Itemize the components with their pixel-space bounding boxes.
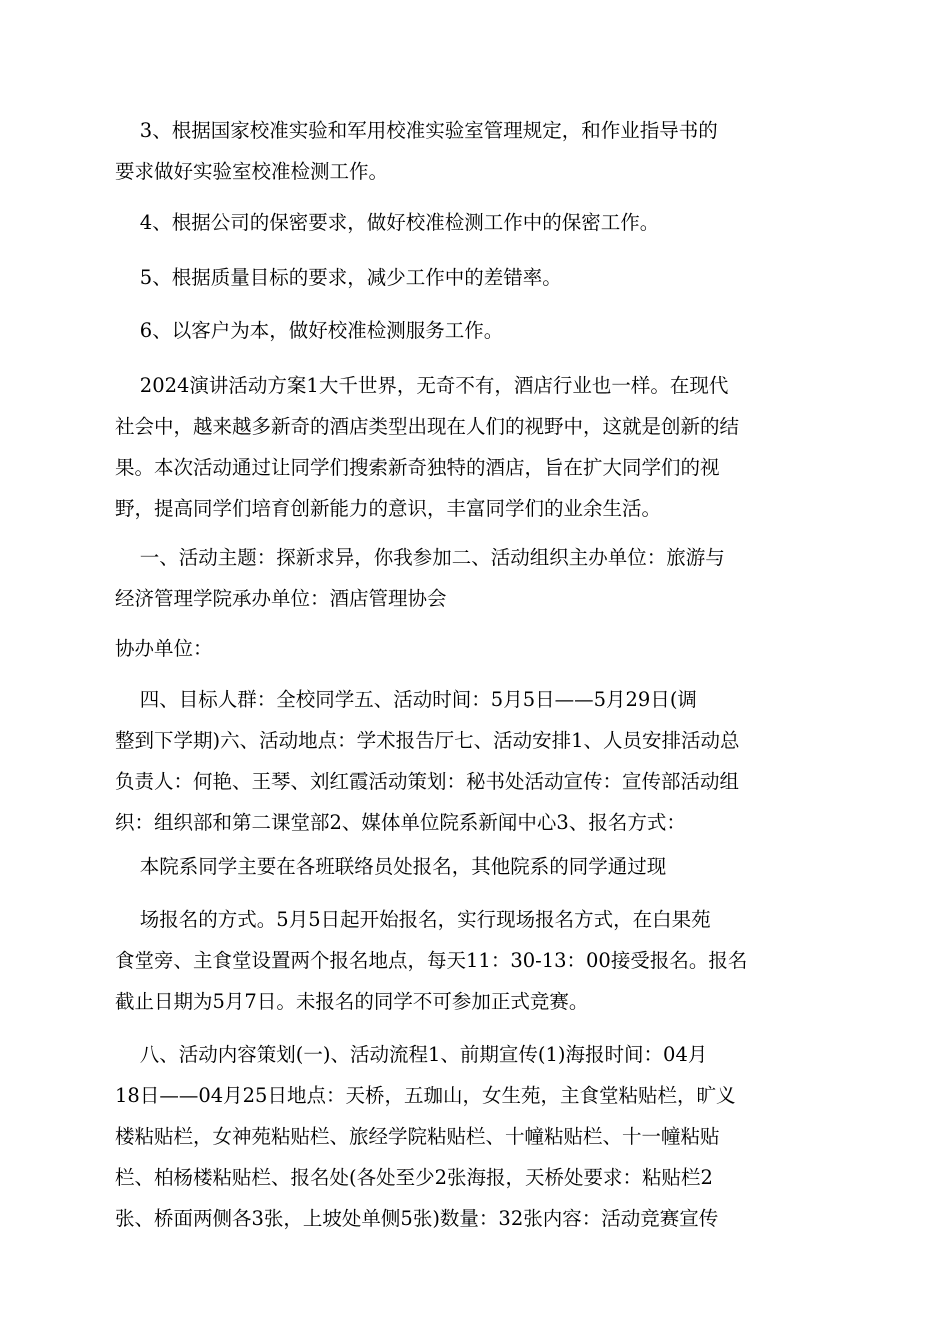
text-line: 栏、柏杨楼粘贴栏、报名处(各处至少2张海报，天桥处要求：粘贴栏2 [115,1166,713,1189]
paragraph-item-3 [115,110,837,192]
paragraph-signup-1 [115,846,837,887]
text-line: 果。本次活动通过让同学们搜索新奇独特的酒店，旨在扩大同学们的视 [115,456,720,479]
text-line: 一、活动主题：探新求异，你我参加二、活动组织主办单位：旅游与 [115,546,725,569]
paragraph-content-plan [115,1034,837,1239]
paragraph-signup-2 [115,899,837,1022]
paragraph-item-6 [115,310,837,351]
text-line: 18日——04月25日地点：天桥，五珈山，女生苑，主食堂粘贴栏，旷义 [115,1084,736,1107]
text-line: 截止日期为5月7日。未报名的同学不可参加正式竞赛。 [115,990,589,1013]
text-line: 楼粘贴栏，女神苑粘贴栏、旅经学院粘贴栏、十幢粘贴栏、十一幢粘贴 [115,1125,720,1148]
paragraph-intro [115,365,837,529]
text-line: 织：组织部和第二课堂部2、媒体单位院系新闻中心3、报名方式： [115,811,686,834]
text-line: 八、活动内容策划(一)、活动流程1、前期宣传(1)海报时间：04月 [115,1043,708,1066]
paragraph-item-4 [115,202,837,243]
text-line: 整到下学期)六、活动地点：学术报告厅七、活动安排1、人员安排活动总 [115,729,740,752]
paragraph-theme [115,537,837,619]
text-line: 要求做好实验室校准检测工作。 [115,160,389,183]
text-line: 经济管理学院承办单位：酒店管理协会 [115,587,447,610]
text-line: 野，提高同学们培育创新能力的意识，丰富同学们的业余生活。 [115,497,662,520]
paragraph-item-5 [115,257,837,298]
paragraph-target [115,679,837,843]
text-line: 5、根据质量目标的要求，减少工作中的差错率。 [115,266,562,289]
paragraph-co-organizer [115,628,837,669]
text-line: 3、根据国家校准实验和军用校准实验室管理规定，和作业指导书的 [115,119,718,142]
text-line: 张、桥面两侧各3张，上坡处单侧5张)数量：32张内容：活动竞赛宣传 [115,1207,719,1230]
text-line: 社会中，越来越多新奇的酒店类型出现在人们的视野中，这就是创新的结 [115,415,740,438]
text-line: 场报名的方式。5月5日起开始报名，实行现场报名方式，在白果苑 [115,908,711,931]
text-line: 4、根据公司的保密要求，做好校准检测工作中的保密工作。 [115,211,660,234]
text-line: 负责人：何艳、王琴、刘红霞活动策划：秘书处活动宣传：宣传部活动组 [115,770,740,793]
text-line: 6、以客户为本，做好校准检测服务工作。 [115,319,504,342]
text-line: 本院系同学主要在各班联络员处报名，其他院系的同学通过现 [115,855,667,878]
text-line: 四、目标人群：全校同学五、活动时间：5月5日——5月29日(调 [115,688,697,711]
text-line: 2024演讲活动方案1大千世界，无奇不有，酒店行业也一样。在现代 [115,374,729,397]
text-line: 协办单位： [115,637,213,660]
text-line: 食堂旁、主食堂设置两个报名地点，每天11：30-13：00接受报名。报名 [115,949,748,972]
